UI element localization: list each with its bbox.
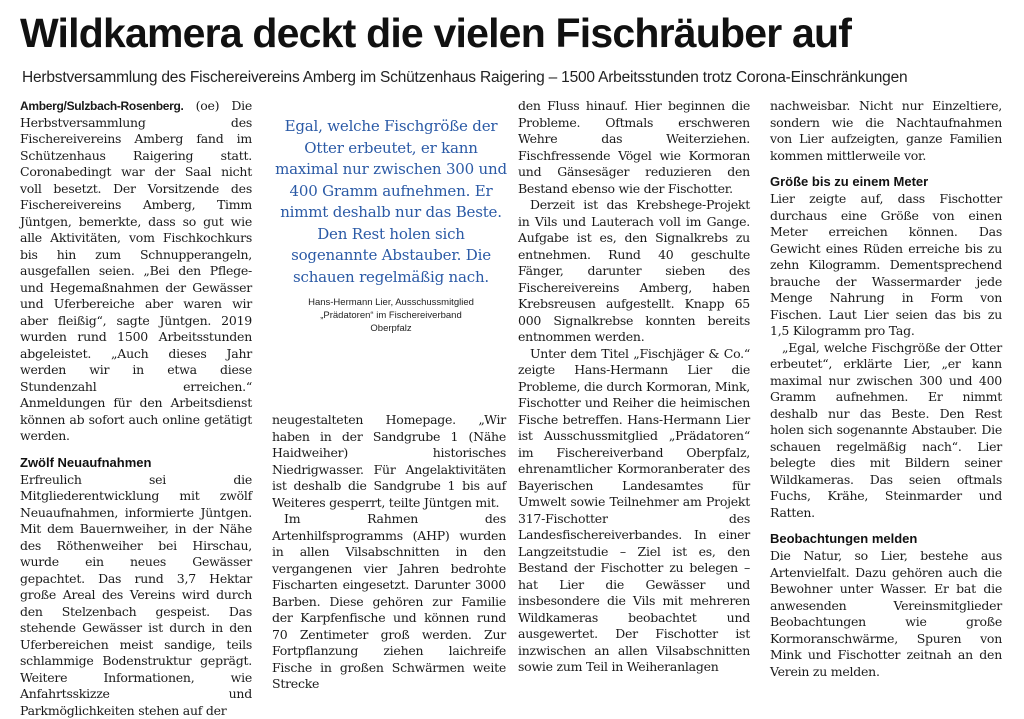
subheadline: Herbstversammlung des Fischereivereins Amberg im Schützenhaus Raigering – 1500 Arbeitsstunden trotz Corona-Einschränkungen	[22, 68, 907, 88]
paragraph-fischjaeger: Unter dem Titel „Fischjäger & Co.“ zeigte Hans-Hermann Lier die Probleme, die durch Kormoran, Mink, Fischotter und Reiher die heimischen Fische betreffen. Hans-Hermann Lier ist Ausschussmitglied „Prädatoren“ im Fischereiverband Oberpfalz, ehrenamtlicher Kormoranberater des Bayerischen Landesamtes für Umwelt sowie Teilnehmer am Projekt 317-Fischotter des Landesfischereiverbandes. In einer Langzeitstudie – Ziel ist es, den Bestand der Fischotter zu belegen – hat Lier die Gewässer und insbesondere die Vils mit mehreren Wildkameras beobachtet und ausgewertet. Der Fischotter ist inzwischen an allen Vilsabschnitten sowie zum Teil in Weiheranlagen	[518, 346, 750, 676]
paragraph-probleme: den Fluss hinauf. Hier beginnen die Probleme. Oftmals erschweren Wehre das Weiterziehen. Fischfressende Vögel wie Kormoran und Gänsesäger reduzieren den Bestand ebenso wie der Fischotter.	[518, 98, 750, 197]
column-2	[272, 412, 506, 693]
pull-quote-attribution	[272, 296, 510, 335]
paragraph-nachweisbar: nachweisbar. Nicht nur Einzeltiere, sondern wie die Nachtaufnahmen von Lier aufzeigten, ganze Familien kommen mittlerweile vor.	[770, 98, 1002, 164]
subheading-zwoelf-neuaufnahmen: Zwölf Neuaufnahmen	[20, 454, 252, 471]
column-3	[518, 98, 750, 676]
attribution-line-2: „Prädatoren“ im Fischereiverband	[272, 309, 510, 322]
column-4	[770, 98, 1002, 680]
paragraph-intro-text: (oe) Die Herbstversammlung des Fischereivereins Amberg fand im Schützenhaus Raigering statt. Coronabedingt war der Saal nicht voll besetzt. Der Vorsitzende des Fischereivereins Amberg, Timm Jüntgen, bemerkte, dass so gut wie alle Aktivitäten, vom Fischkochkurs bis hin zum Schnupperangeln, ausgefallen seien. „Bei den Pflege- und Hegemaßnahmen der Gewässer und Uferbereiche aber waren wir aber fleißig“, sagte Jüntgen. 2019 wurden rund 1500 Arbeitsstunden abgeleistet. „Auch dieses Jahr werden wir in etwa diese Stundenzahl erreichen.“ Anmeldungen für den Arbeitsdienst können ab sofort auch online getätigt werden.	[20, 98, 252, 443]
dateline: Amberg/Sulzbach-Rosenberg.	[20, 99, 184, 113]
column-1	[20, 98, 252, 719]
subheading-beobachtungen: Beobachtungen melden	[770, 530, 1002, 547]
paragraph-intro	[20, 98, 252, 445]
paragraph-artenhilfsprogramm: Im Rahmen des Artenhilfsprogramms (AHP) wurden in allen Vilsabschnitten in den vergangenen vier Jahren bedrohte Fischarten eingesetzt. Darunter 3000 Barben. Diese gehören zur Familie der Karpfenfische und können rund 70 Zentimeter groß werden. Zur Fortpflanzung ziehen laichreife Fische in großen Schwärmen weite Strecke	[272, 511, 506, 693]
attribution-line-1: Hans-Hermann Lier, Ausschussmitglied	[272, 296, 510, 309]
paragraph-mitglieder: Erfreulich sei die Mitgliederentwicklung mit zwölf Neuaufnahmen, informierte Jüntgen. Mit dem Bauernweiher, in der Nähe des Röthenweiher bei Hirschau, wurde ein neues Gewässer gepachtet. Das rund 3,7 Hektar große Areal des Vereins wird durch den Stelzenbach gespeist. Das stehende Gewässer ist durch in den Uferbereichen meist sandige, teils schlammige Bodenstruktur geprägt. Weitere Informationen, wie Anfahrtsskizze und Parkmöglichkeiten stehen auf der	[20, 472, 252, 719]
paragraph-krebshege: Derzeit ist das Krebshege-Projekt in Vils und Lauterach voll im Gange. Aufgabe ist es, den Signalkrebs zu entnehmen. Rund 40 geschulte Fänger, darunter sieben des Fischereivereins Amberg, haben Krebsreusen aufgestellt. Knapp 65 000 Signalkrebse konnten bereits entnommen werden.	[518, 197, 750, 346]
subheading-groesse: Größe bis zu einem Meter	[770, 173, 1002, 190]
paragraph-groesse: Lier zeigte auf, dass Fischotter durchaus eine Größe von einen Meter erreichen können. Das Gewicht eines Rüden erreiche bis zu zehn Kilogramm. Dementsprechend brauche der Wassermarder jede Menge Nahrung in Form von Fischen. Laut Lier seien das bis zu 1,5 Kilogramm pro Tag.	[770, 191, 1002, 340]
headline: Wildkamera deckt die vielen Fischräuber auf	[20, 6, 851, 60]
paragraph-beobachtungen: Die Natur, so Lier, bestehe aus Artenvielfalt. Dazu gehören auch die Bewohner unter Wasser. Er bat die anwesenden Vereinsmitglieder Beobachtungen wie große Kormoranschwärme, Spuren von Mink und Fischotter zeitnah an den Verein zu melden.	[770, 548, 1002, 680]
attribution-line-3: Oberpfalz	[272, 322, 510, 335]
paragraph-homepage: neugestalteten Homepage. „Wir haben in der Sandgrube 1 (Nähe Haidweiher) historisches Niedrigwasser. Für Angelaktivitäten ist deshalb die Sandgrube 1 bis auf Weiteres gesperrt, teilte Jüntgen mit.	[272, 412, 506, 511]
pull-quote	[272, 116, 510, 335]
paragraph-zitat: „Egal, welche Fischgröße der Otter erbeutet“, erklärte Lier, „er kann maximal nur zwischen 300 und 400 Gramm aufnehmen. Er nimmt deshalb nur das Beste. Den Rest holen sich sogenannte Abstauber. Die schauen regelmäßig nach“. Lier belegte dies mit Bildern seiner Wildkameras. Das seien oftmals Fuchs, Krähe, Steinmarder und Ratten.	[770, 340, 1002, 522]
pull-quote-text: Egal, welche Fischgröße der Otter erbeutet, er kann maximal nur zwischen 300 und 400 Gramm aufnehmen. Er nimmt deshalb nur das Beste. Den Rest holen sich sogenannte Abstauber. Die schauen regelmäßig nach.	[272, 116, 510, 288]
